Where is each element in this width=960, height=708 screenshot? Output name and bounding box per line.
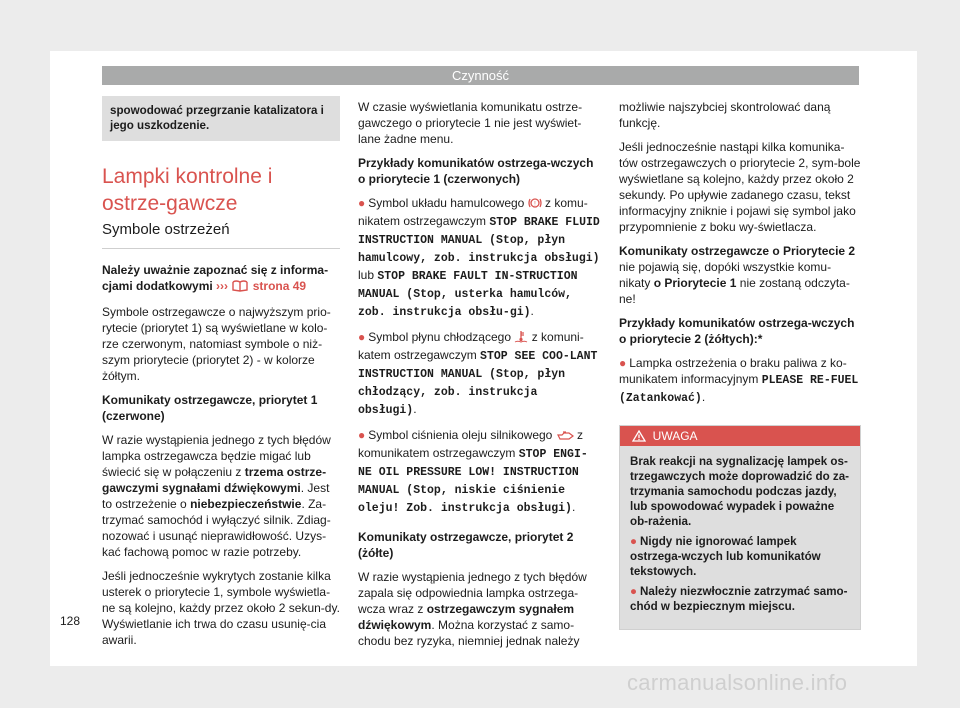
text-fragment: Symbol ciśnienia oleju silnikowego	[368, 428, 553, 442]
text-fragment: Nigdy nie ignorować lampek ostrzega-wczych lub komunikatów tekstowych.	[630, 535, 821, 578]
page-header: Czynność	[102, 66, 859, 85]
column-2	[358, 99, 600, 657]
bold-fragment: ostrzegawczym sygnałem dźwiękowym	[358, 602, 575, 632]
bullet-refuel: ● Lampka ostrzeżenia o braku paliwa z ko-munikatem informacyjnym PLEASE RE-FUEL (Zatankować).	[619, 356, 859, 405]
text-fragment: . Można korzystać z samo-chodu bez ryzyka, niemniej jednak należy	[358, 618, 580, 648]
caution-box	[619, 425, 861, 630]
no-menu-paragraph: W czasie wyświetlania komunikatu ostrze-gawczego o priorytecie 1 nie jest wyświet-lane żadne menu.	[358, 100, 583, 146]
text-fragment: nie zostaną odczyta-ne!	[619, 276, 850, 306]
intro-paragraph	[102, 262, 340, 296]
bullet-icon: ●	[630, 585, 638, 598]
svg-text:!: !	[533, 201, 536, 208]
priority-order-paragraph	[619, 243, 861, 307]
text-fragment: Należy niezwłocznie zatrzymać samo-chód w bezpiecznym miejscu.	[630, 585, 848, 613]
mono-message: STOP ENGI-NE OIL PRESSURE LOW! INSTRUCTION MANUAL (Stop, niskie ciśnienie oleju! Zob. instrukcja obsługi)	[358, 448, 588, 515]
watermark: carmanualsonline.info	[627, 670, 848, 695]
warning-box-continuation: spowodować przegrzanie katalizatora i jego uszkodzenie.	[102, 96, 340, 141]
bullet-icon: ●	[630, 535, 638, 548]
multiple-priority-2-paragraph: Jeśli jednocześnie nastąpi kilka komunika-tów ostrzegawczych o priorytecie 2, sym-bole wyświetlane są kolejno, każdy przez około 2 sekundy. Po upływie zadanego czasu, tekst informacyjny zniknie i pojawi się symbol jako przypomnienie z boku wy-świetlacza.	[619, 140, 861, 234]
text-fragment: z komu-nikatem ostrzegawczym	[358, 196, 588, 228]
text-fragment: nie pojawią się, dopóki wszystkie komu-nikaty	[619, 260, 832, 290]
subheading-examples-1: Przykłady komunikatów ostrzega-wczych o priorytecie 1 (czerwonych)	[358, 156, 594, 186]
bullet-icon: ●	[358, 428, 366, 442]
warning-triangle-icon	[632, 428, 646, 448]
bullet-icon: ●	[619, 356, 627, 370]
intro-bold: Należy uważnie zapoznać się z informa-cjami dodatkowymi	[102, 263, 329, 293]
caution-bullet	[630, 534, 850, 579]
bold-fragment: niebezpieczeństwie	[190, 497, 302, 511]
subheading-priority-1: Komunikaty ostrzegawcze, priorytet 1 (czerwone)	[102, 393, 318, 423]
check-function-paragraph: możliwie najszybciej skontrolować daną funkcję.	[619, 100, 831, 130]
priority-2-paragraph	[358, 569, 600, 649]
text-fragment: W razie wystąpienia jednego z tych błędów zapala się odpowiednia lampka ostrzega-wcza wraz z	[358, 570, 587, 616]
bullet-brake: ● Symbol układu hamulcowego ! z komu-nikatem ostrzegawczym STOP BRAKE FLUID INSTRUCTION MANUAL (Stop, płyn hamulcowy, zob. instrukcja obsługi) lub STOP BRAKE FAULT IN-STRUCTION MANUAL (Stop, usterka hamulców, zob. instrukcja obsłu-gi).	[358, 196, 600, 319]
text-fragment: . Jest to ostrzeżenie o	[102, 481, 330, 511]
text-fragment: Symbol płynu chłodzącego	[368, 330, 512, 344]
text-fragment: z komunikatem ostrzegawczym	[358, 428, 584, 460]
brake-warning-icon	[528, 197, 542, 213]
caution-body	[620, 446, 860, 629]
text-fragment: Symbol układu hamulcowego	[368, 196, 525, 210]
page-number: 128	[60, 614, 81, 628]
priority-paragraph: Symbole ostrzegawcze o najwyższym prio-rytecie (priorytet 1) są wyświetlane w kolo-rze czerwonym, natomiast symbole o niż-szym priorytecie (priorytet 2) - w kolorze żółtym.	[102, 305, 331, 383]
bullet-oil-pressure: ● Symbol ciśnienia oleju silnikowego z komunikatem ostrzegawczym STOP ENGI-NE OIL PRESSURE LOW! INSTRUCTION MANUAL (Stop, niskie ciśnienie oleju! Zob. instrukcja obsługi).	[358, 428, 588, 515]
page-ref-link[interactable]: strona 49	[252, 279, 307, 293]
text-fragment: Lampka ostrzeżenia o braku paliwa z ko-munikatem informacyjnym	[619, 356, 847, 386]
mono-message: STOP BRAKE FAULT IN-STRUCTION MANUAL (Stop, usterka hamulców, zob. instrukcja obsłu-gi)	[358, 270, 578, 319]
column-3	[619, 99, 861, 630]
bullet-icon: ●	[358, 330, 366, 344]
column-1	[102, 96, 340, 656]
text-fragment: W razie wystąpienia jednego z tych błędów lampka ostrzegawcza będzie migać lub świecić się w połączeniu z	[102, 433, 331, 479]
oil-can-icon	[556, 429, 574, 445]
bullet-coolant: ● Symbol płynu chłodzącego z komuni-katem ostrzegawczym STOP SEE COO-LANT INSTRUCTION MANUAL (Stop, płyn chłodzący, zob. instrukcja obsługi).	[358, 330, 598, 417]
multiple-faults-paragraph: Jeśli jednocześnie wykrytych zostanie kilka usterek o priorytecie 1, symbole wyświetla-ne są kolejno, każdy przez około 2 sekun-dy. Wyświetlanie ich trwa do czasu usunię-cia awarii.	[102, 569, 340, 647]
text-fragment: z komuni-katem ostrzegawczym	[358, 330, 584, 362]
subheading-priority-2: Komunikaty ostrzegawcze, priorytet 2 (żółte)	[358, 530, 574, 560]
mono-message: STOP BRAKE FLUID INSTRUCTION MANUAL (Stop, płyn hamulcowy, zob. instrukcja obsługi)	[358, 216, 600, 265]
ref-arrows: ›››	[216, 279, 229, 293]
text-fragment: . Za-trzymać samochód i wyłączyć silnik. Zdiag-nozować i usunąć nieprawidłowość. Uzys-kać fachową pomoc w razie potrzeby.	[102, 497, 331, 559]
caution-bullet	[630, 584, 850, 614]
book-ref-icon	[231, 279, 249, 296]
caution-header	[620, 426, 860, 446]
bold-fragment: Komunikaty ostrzegawcze o Priorytecie 2	[619, 244, 856, 258]
priority-1-paragraph	[102, 432, 340, 560]
coolant-icon	[514, 330, 528, 347]
caution-paragraph: Brak reakcji na sygnalizację lampek os-trzegawczych może doprowadzić do za-trzymania samochodu podczas jazdy, lub spowodować wypadek i poważne ob-rażenia.	[630, 455, 850, 528]
subheading-examples-2: Przykłady komunikatów ostrzega-wczych o priorytecie 2 (żółtych):*	[619, 316, 855, 346]
section-title: Symbole ostrzeżeń	[102, 220, 340, 249]
chapter-title: Lampki kontrolne i ostrze-gawcze	[102, 165, 273, 215]
caution-title: UWAGA	[652, 429, 698, 443]
bullet-icon: ●	[358, 196, 366, 210]
mono-message: STOP SEE COO-LANT INSTRUCTION MANUAL (Stop, płyn chłodzący, zob. instrukcja obsługi)	[358, 350, 598, 417]
bold-fragment: o Priorytecie 1	[653, 276, 737, 290]
mono-message: PLEASE RE-FUEL (Zatankować)	[619, 374, 859, 405]
text-fragment: lub	[358, 268, 375, 282]
bold-fragment: trzema ostrze-gawczymi sygnałami dźwiękowymi	[102, 465, 327, 495]
